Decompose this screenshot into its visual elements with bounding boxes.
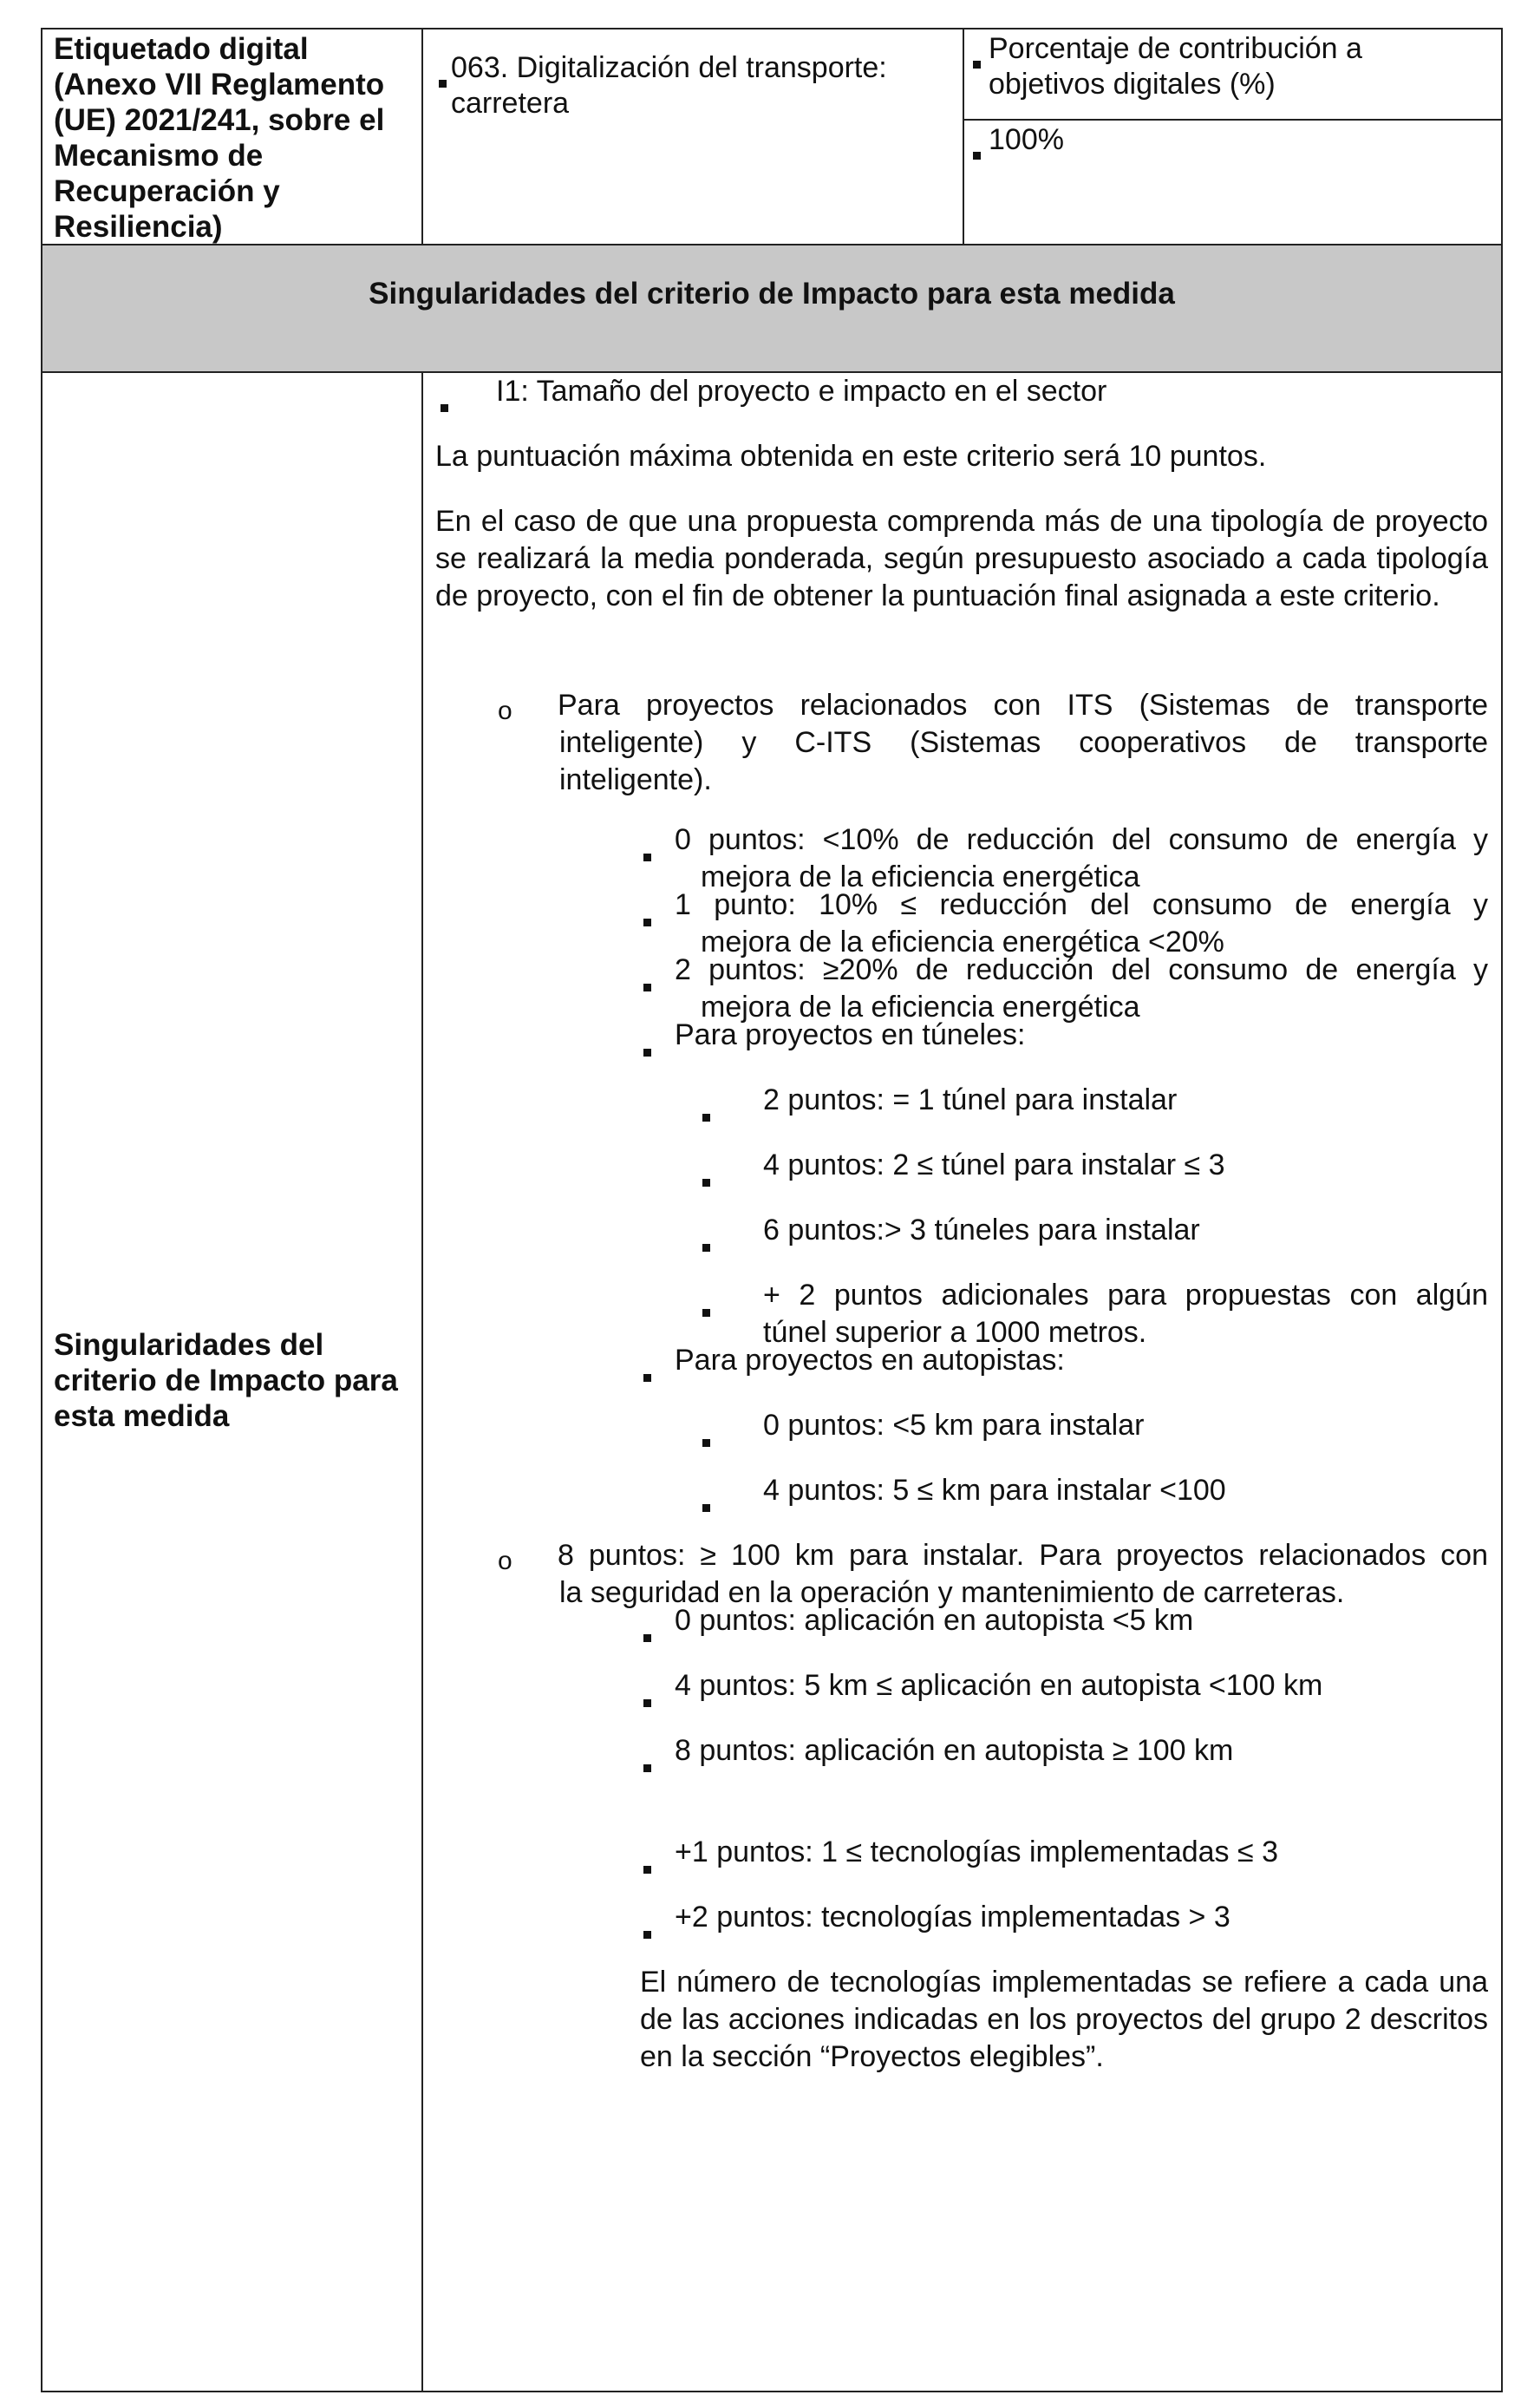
circle-bullet-icon: o xyxy=(498,697,512,725)
pct-header-text: Porcentaje de contribución a objetivos digitales (%) xyxy=(989,32,1362,101)
bullet-icon xyxy=(973,136,981,172)
highway-item: 4 puntos: 5 ≤ km para instalar <100 xyxy=(763,1474,1226,1507)
energy-1-line-2: mejora de la eficiencia energética <20% xyxy=(701,926,1224,959)
highway-item: 0 puntos: <5 km para instalar xyxy=(763,1409,1145,1442)
transport-field-text: 063. Digitalización del transporte: carretera xyxy=(451,51,887,120)
energy-2-line-2: mejora de la eficiencia energética xyxy=(701,991,1140,1024)
bullet-icon xyxy=(643,1683,651,1720)
tech-item: +2 puntos: tecnologías implementadas > 3 xyxy=(675,1901,1230,1934)
highways-title: Para proyectos en autopistas: xyxy=(675,1344,1065,1377)
tunnel-extra-line-2: túnel superior a 1000 metros. xyxy=(763,1316,1147,1349)
bullet-icon xyxy=(643,1748,651,1785)
energy-0-line-1: 0 puntos: <10% de reducción del consumo de energía y xyxy=(675,823,1488,856)
tunnel-item: 6 puntos:> 3 túneles para instalar xyxy=(763,1214,1200,1247)
bullet-icon xyxy=(702,1292,710,1330)
safety-item: 4 puntos: 5 km ≤ aplicación en autopista <100 km xyxy=(675,1669,1323,1702)
its-line-3: inteligente). xyxy=(559,763,712,796)
paragraph: En el caso de que una propuesta comprenda más de una tipología de proyecto se realizará la media ponderada, según presupuesto asociado a cada tipología de proyecto, con el fin de obtener la puntuación final asignada a este criterio. xyxy=(435,505,1488,612)
column-divider xyxy=(963,28,964,245)
row-divider xyxy=(963,119,1503,121)
bullet-icon xyxy=(643,1914,651,1952)
bullet-icon xyxy=(643,837,651,874)
content-area xyxy=(423,373,1498,2385)
section-header-text: Singularidades del criterio de Impacto para esta medida xyxy=(369,277,1175,311)
safety-item: 0 puntos: aplicación en autopista <5 km xyxy=(675,1604,1194,1637)
bullet-icon xyxy=(643,902,651,939)
bullet-icon xyxy=(702,1488,710,1525)
bullet-icon xyxy=(643,1849,651,1887)
safety-item: 8 puntos: aplicación en autopista ≥ 100 km xyxy=(675,1734,1234,1767)
column-divider xyxy=(421,28,423,245)
bullet-icon xyxy=(643,1358,651,1395)
energy-1-line-1: 1 punto: 10% ≤ reducción del consumo de energía y xyxy=(675,888,1488,921)
tunnel-extra-line-1: + 2 puntos adicionales para propuestas con algún xyxy=(763,1279,1488,1312)
bullet-icon xyxy=(643,967,651,1004)
tech-item: +1 puntos: 1 ≤ tecnologías implementadas ≤ 3 xyxy=(675,1835,1279,1868)
pct-header-cell xyxy=(973,31,1476,102)
bullet-icon xyxy=(702,1097,710,1135)
its-line-2: inteligente) y C-ITS (Sistemas cooperativos de transporte xyxy=(559,726,1488,759)
transport-field xyxy=(435,50,938,121)
its-line-1: Para proyectos relacionados con ITS (Sistemas de transporte xyxy=(558,689,1488,722)
bullet-icon xyxy=(702,1423,710,1460)
final-paragraph: El número de tecnologías implementadas se refiere a cada una de las acciones indicadas en los proyectos del grupo 2 descritos en la sección “Proyectos elegibles”. xyxy=(640,1966,1488,2073)
tunnel-item: 4 puntos: 2 ≤ túnel para instalar ≤ 3 xyxy=(763,1148,1225,1181)
safety-line-2: la seguridad en la operación y mantenimiento de carreteras. xyxy=(559,1576,1345,1609)
safety-line-1: 8 puntos: ≥ 100 km para instalar. Para proyectos relacionados con xyxy=(558,1539,1488,1572)
left-label: Singularidades del criterio de Impacto para esta medida xyxy=(54,1328,398,1433)
criterion-title: I1: Tamaño del proyecto e impacto en el sector xyxy=(496,375,1107,408)
paragraph: La puntuación máxima obtenida en este criterio será 10 puntos. xyxy=(435,440,1267,473)
bullet-icon xyxy=(702,1227,710,1265)
tunnel-item: 2 puntos: = 1 túnel para instalar xyxy=(763,1083,1178,1116)
bullet-icon xyxy=(643,1618,651,1655)
bullet-icon xyxy=(439,64,447,100)
circle-bullet-icon: o xyxy=(498,1547,512,1575)
energy-2-line-1: 2 puntos: ≥20% de reducción del consumo de energía y xyxy=(675,953,1488,986)
pct-value-cell xyxy=(973,122,1476,158)
bullet-icon xyxy=(441,388,448,425)
bullet-icon xyxy=(973,45,981,81)
energy-0-line-2: mejora de la eficiencia energética xyxy=(701,860,1140,893)
bullet-icon xyxy=(702,1162,710,1200)
tunnels-title: Para proyectos en túneles: xyxy=(675,1018,1026,1051)
bullet-icon xyxy=(643,1032,651,1070)
pct-value-text: 100% xyxy=(989,123,1064,156)
digital-label: Etiquetado digital (Anexo VII Reglamento (UE) 2021/241, sobre el Mecanismo de Recuperación y Resiliencia) xyxy=(54,32,385,244)
